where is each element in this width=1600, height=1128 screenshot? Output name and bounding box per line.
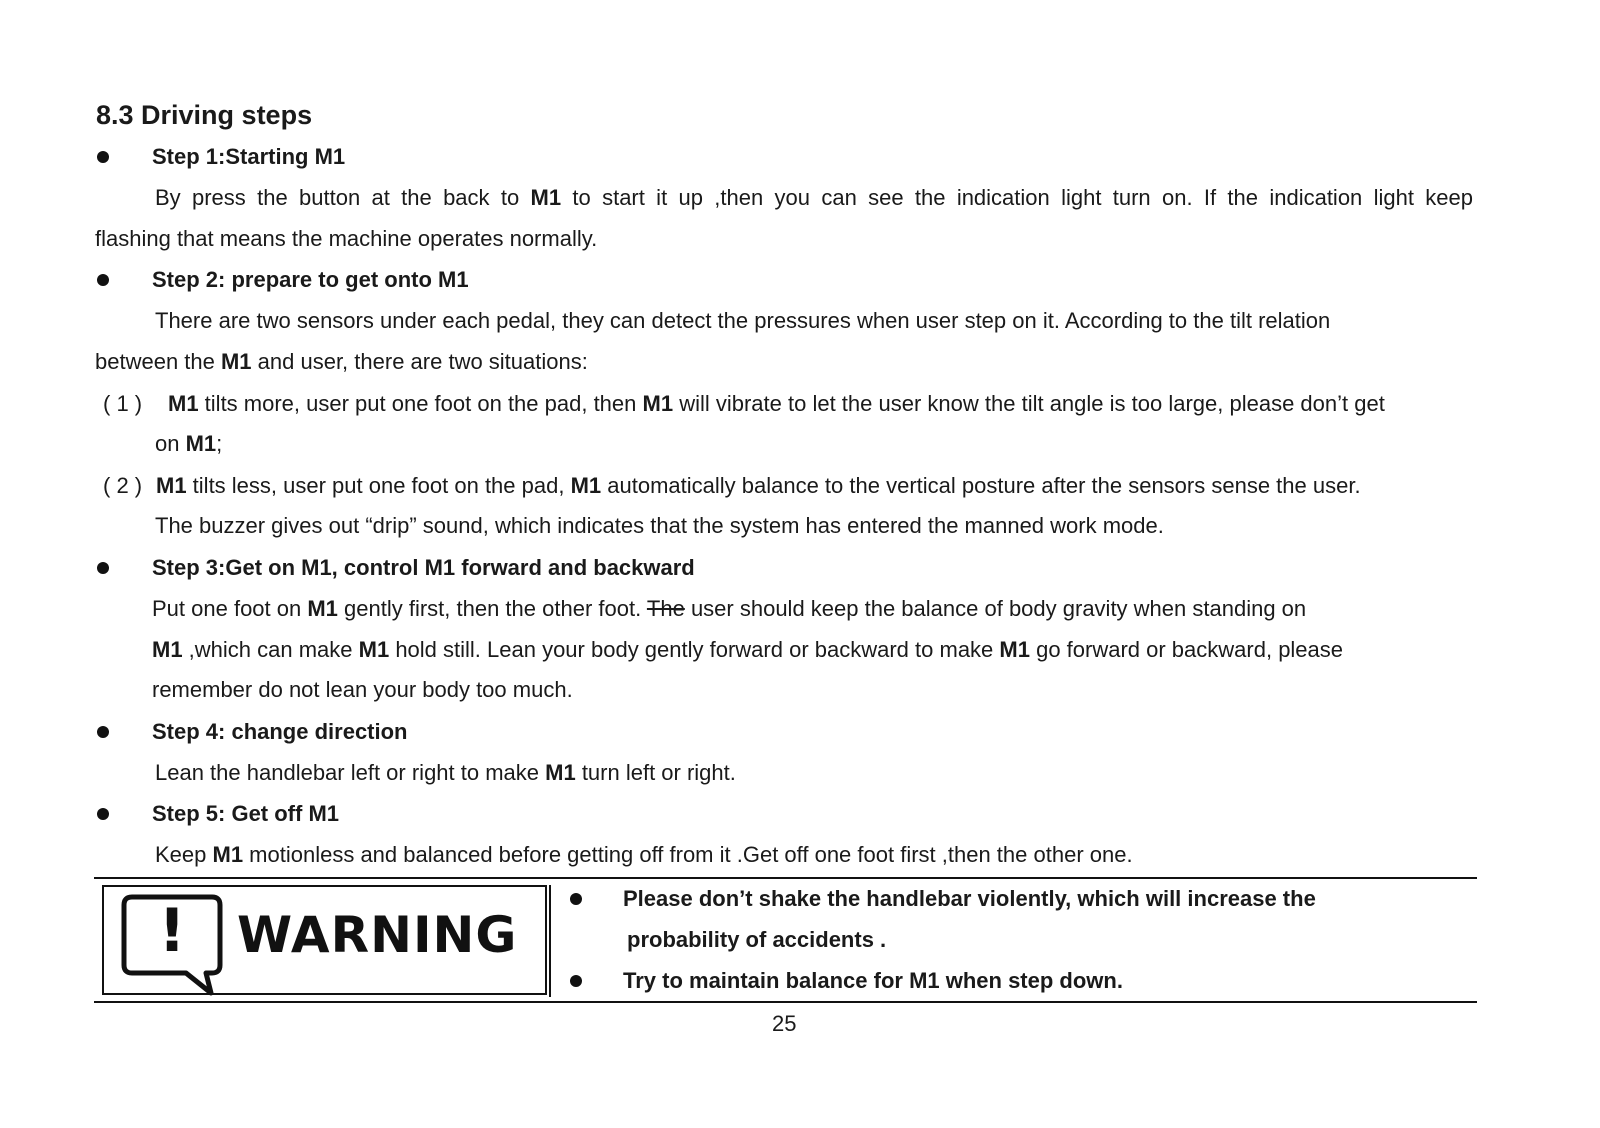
warning-top-rule: [94, 877, 1477, 879]
page-number: 25: [772, 1011, 797, 1036]
warning-item-2: Try to maintain balance for M1 when step down.: [623, 968, 1123, 993]
bullet-step-1: [97, 151, 109, 163]
warning-item-1-line-1: Please don’t shake the handlebar violently, which will increase the: [623, 886, 1316, 911]
step-4-line-1: Lean the handlebar left or right to make M1 turn left or right.: [155, 760, 736, 785]
step-2-line-2: between the M1 and user, there are two situations:: [95, 349, 588, 374]
step-5-line-1: Keep M1 motionless and balanced before getting off from it .Get off one foot first ,then the other one.: [155, 842, 1133, 867]
step-2-line-1: There are two sensors under each pedal, they can detect the pressures when user step on it. According to the tilt relation: [155, 308, 1331, 333]
step-2-heading: Step 2: prepare to get onto M1: [152, 267, 469, 292]
step-3-heading: Step 3:Get on M1, control M1 forward and backward: [152, 555, 695, 580]
warning-box: [102, 885, 547, 995]
warning-bullet-1: [570, 893, 582, 905]
step-2-item-1-marker: ( 1 ): [103, 391, 143, 416]
step-2-item-1-line-1: M1 tilts more, user put one foot on the pad, then M1 will vibrate to let the user know the tilt angle is too large, please don’t get: [168, 391, 1385, 416]
bullet-step-4: [97, 726, 109, 738]
warning-divider: [549, 885, 551, 997]
step-2-item-1-line-2: on M1;: [155, 431, 223, 456]
warning-bottom-rule: [94, 1001, 1477, 1003]
step-3-line-1: Put one foot on M1 gently first, then the other foot. The user should keep the balance of body gravity when standing on: [152, 596, 1307, 621]
bullet-step-3: [97, 562, 109, 574]
warning-label: WARNING: [237, 906, 518, 964]
step-1-heading: Step 1:Starting M1: [152, 144, 346, 169]
step-4-heading: Step 4: change direction: [152, 719, 408, 744]
warning-bullet-2: [570, 975, 582, 987]
bullet-step-5: [97, 808, 109, 820]
step-2-item-2-line-1: M1 tilts less, user put one foot on the pad, M1 automatically balance to the vertical posture after the sensors sense the user.: [156, 473, 1361, 498]
step-3-line-2: M1 ,which can make M1 hold still. Lean your body gently forward or backward to make M1 go forward or backward, please: [152, 637, 1344, 662]
step-1-line-1: By press the button at the back to M1 to start it up ,then you can see the indication light turn on. If the indication light keep: [155, 185, 1473, 210]
step-2-item-2-marker: ( 2 ): [103, 473, 143, 498]
warning-item-1-line-2: probability of accidents .: [627, 927, 887, 952]
step-1-line-2: flashing that means the machine operates normally.: [95, 226, 598, 251]
step-5-heading: Step 5: Get off M1: [152, 801, 340, 826]
bullet-step-2: [97, 274, 109, 286]
exclamation-icon: !: [158, 896, 186, 966]
step-2-item-2-line-2: The buzzer gives out “drip” sound, which indicates that the system has entered the manned work mode.: [155, 513, 1164, 538]
step-3-line-3: remember do not lean your body too much.: [152, 677, 573, 702]
section-title: 8.3 Driving steps: [96, 100, 313, 130]
